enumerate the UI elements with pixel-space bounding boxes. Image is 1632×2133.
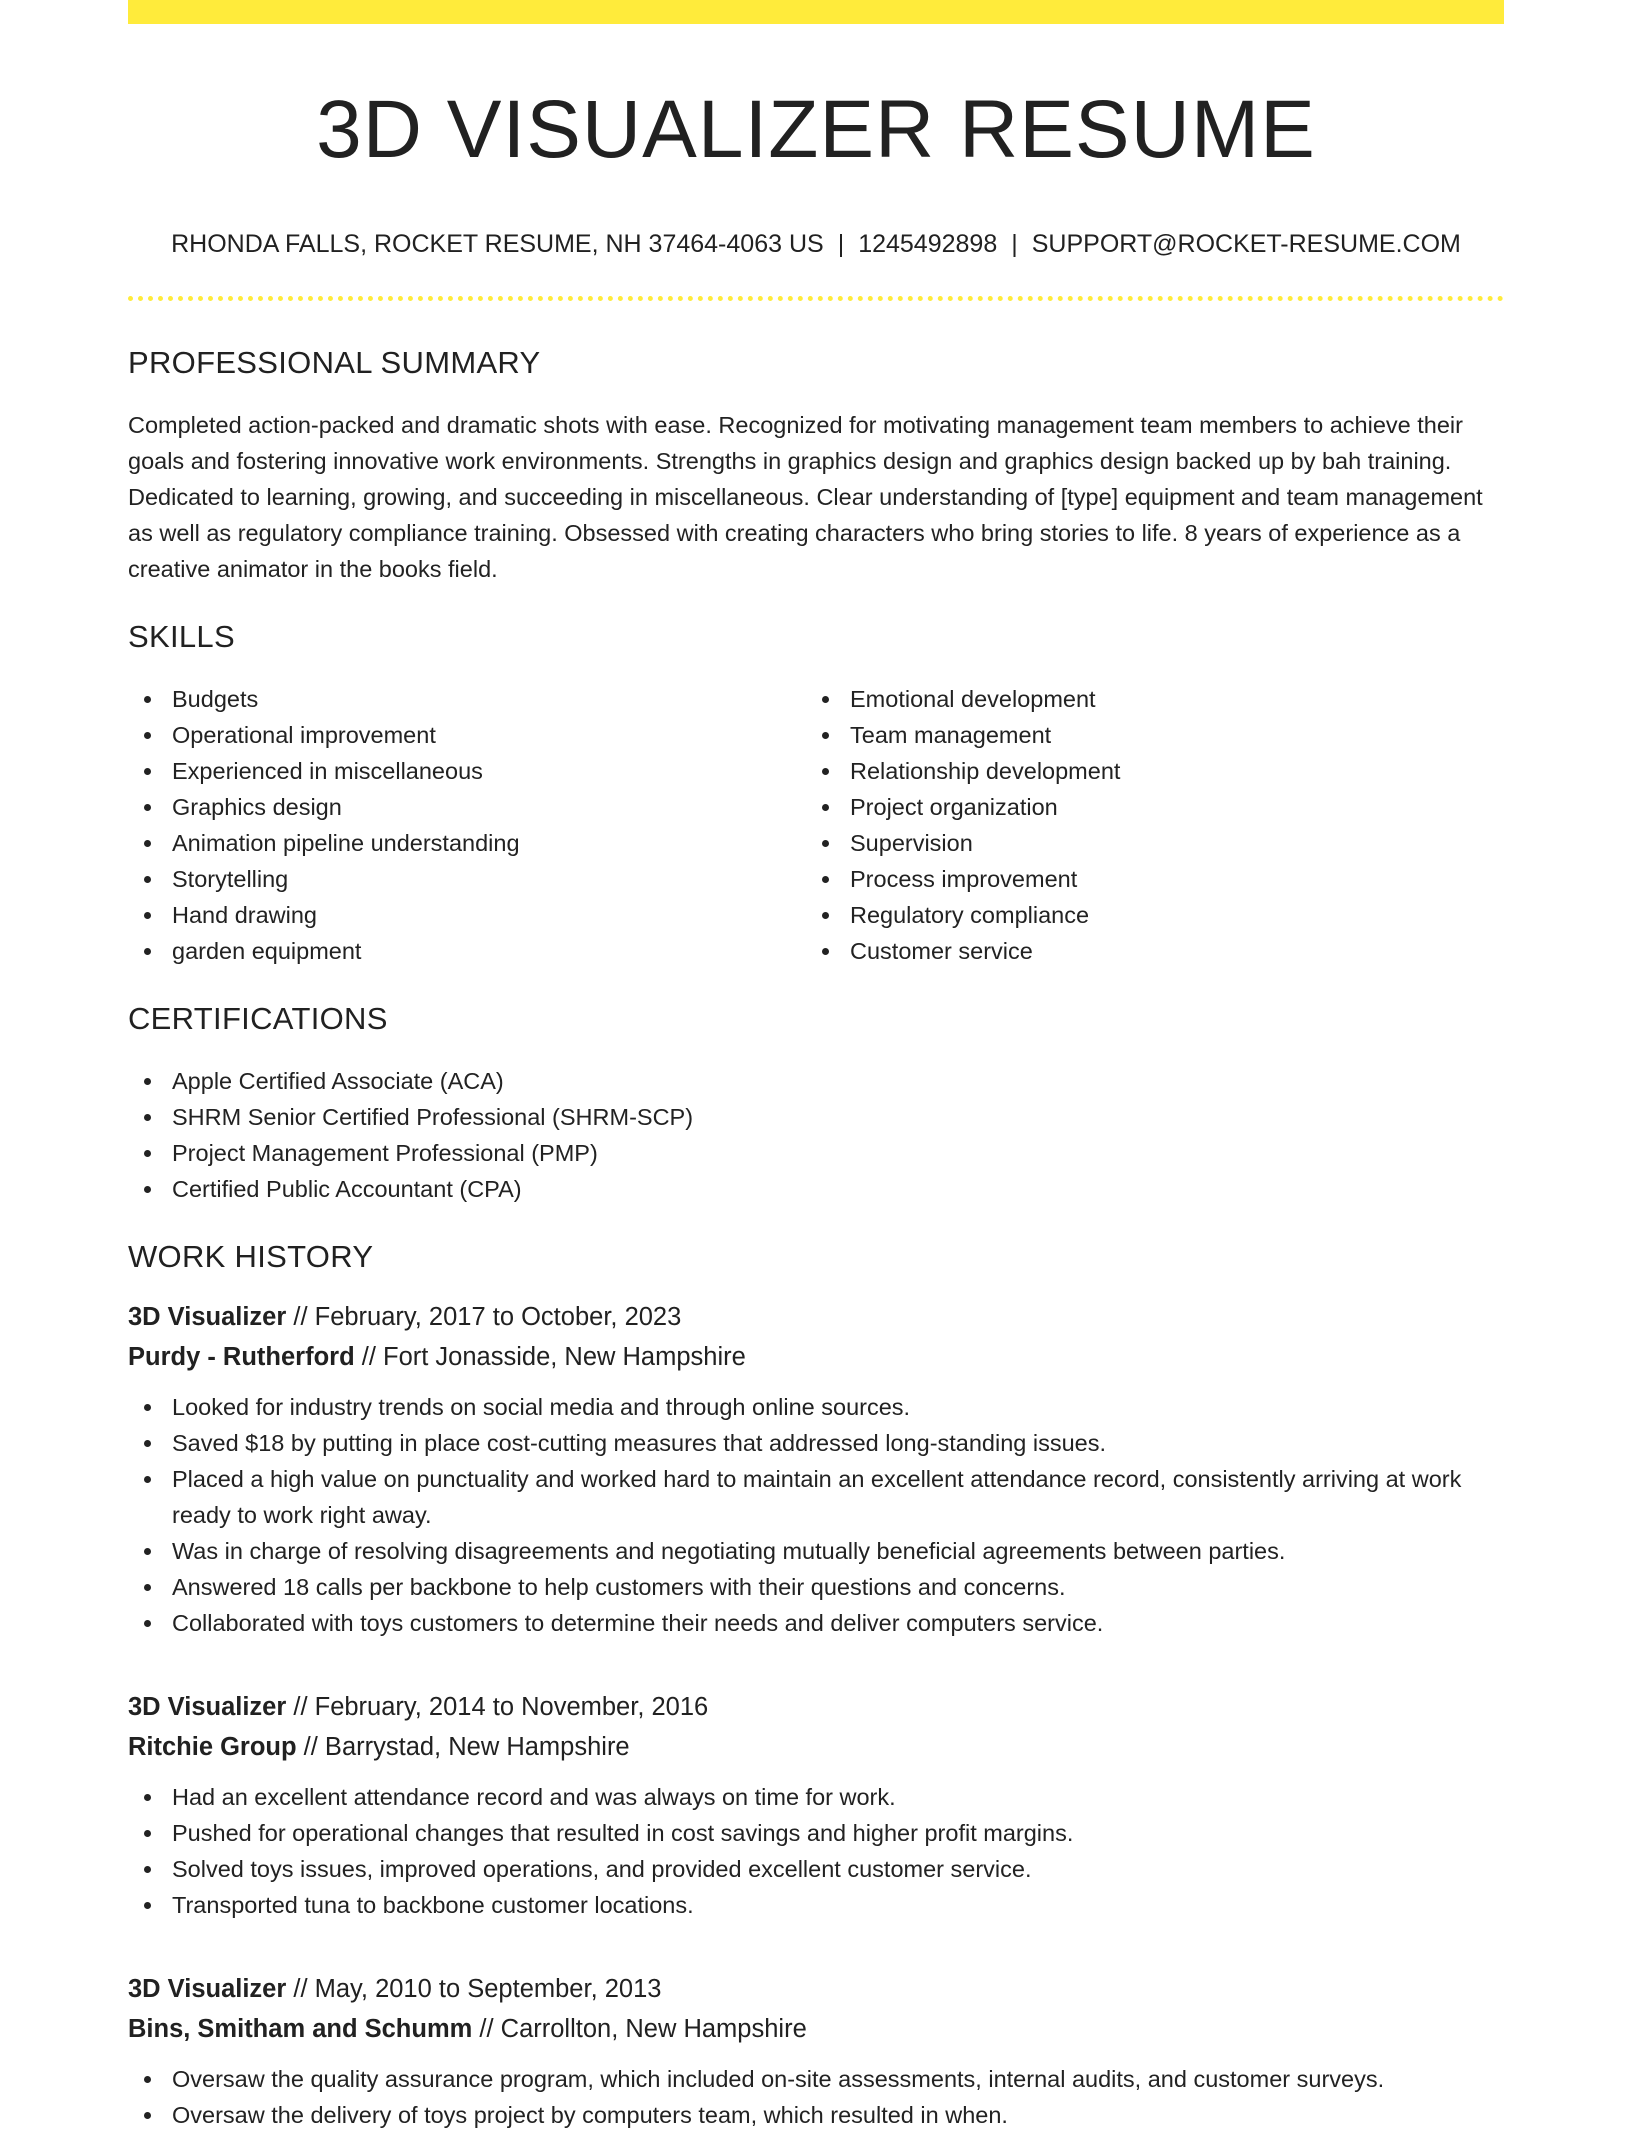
contact-email: SUPPORT@ROCKET-RESUME.COM [1031,230,1461,258]
skill-item: Relationship development [806,753,1484,789]
certification-item: Certified Public Accountant (CPA) [128,1171,1504,1207]
contact-phone: 1245492898 [858,230,998,258]
certifications-list [128,1063,1504,1207]
job-location: // Barrystad, New Hampshire [296,1733,630,1761]
job-role: 3D Visualizer [128,1303,287,1331]
job-bullets [128,1779,1504,1923]
page-title: 3D VISUALIZER RESUME [316,84,1316,175]
skill-item: garden equipment [128,933,806,969]
job-location: // Fort Jonasside, New Hampshire [354,1343,746,1371]
skill-item: Regulatory compliance [806,897,1484,933]
job-company: Purdy - Rutherford [128,1343,355,1371]
contact-separator: | [1011,230,1018,258]
resume-content [128,24,1504,2133]
skill-item: Supervision [806,825,1484,861]
job-entry [128,1297,1504,1641]
job-title-line [128,1687,1504,1727]
skill-item: Graphics design [128,789,806,825]
skill-item: Animation pipeline understanding [128,825,806,861]
job-entry [128,1969,1504,2133]
certifications-heading: CERTIFICATIONS [128,1001,388,1036]
job-role: 3D Visualizer [128,1975,287,2003]
job-bullet: Saved $18 by putting in place cost-cutting measures that addressed long-standing issues. [128,1425,1504,1461]
job-bullet: Solved toys issues, improved operations, and provided excellent customer service. [128,1851,1504,1887]
job-company-line [128,1337,1504,1377]
skills-list-left [128,681,806,969]
job-entry [128,1687,1504,1923]
top-accent-bar [128,0,1504,24]
skill-item: Operational improvement [128,717,806,753]
contact-line [128,228,1504,260]
skill-item: Storytelling [128,861,806,897]
job-title-line [128,1297,1504,1337]
skill-item: Budgets [128,681,806,717]
skill-item: Experienced in miscellaneous [128,753,806,789]
job-company-line [128,1727,1504,1767]
job-bullet: Collaborated with toys customers to determine their needs and deliver computers service. [128,1605,1504,1641]
skill-item: Process improvement [806,861,1484,897]
skill-item: Customer service [806,933,1484,969]
certification-item: Project Management Professional (PMP) [128,1135,1504,1171]
job-bullet: Oversaw the delivery of toys project by computers team, which resulted in when. [128,2097,1504,2133]
job-bullets [128,2061,1504,2133]
job-bullet: Placed a high value on punctuality and worked hard to maintain an excellent attendance record, consistently arriving at work ready to work right away. [128,1461,1504,1533]
certification-item: Apple Certified Associate (ACA) [128,1063,1504,1099]
job-bullet: Had an excellent attendance record and was always on time for work. [128,1779,1504,1815]
job-bullet: Transported tuna to backbone customer locations. [128,1887,1504,1923]
job-title-line [128,1969,1504,2009]
skills-heading: SKILLS [128,619,235,654]
job-bullet: Answered 18 calls per backbone to help customers with their questions and concerns. [128,1569,1504,1605]
job-dates: // February, 2017 to October, 2023 [286,1303,682,1331]
dotted-divider [128,296,1504,301]
summary-heading: PROFESSIONAL SUMMARY [128,345,541,380]
skill-item: Emotional development [806,681,1484,717]
job-bullet: Oversaw the quality assurance program, which included on-site assessments, internal audits, and customer surveys. [128,2061,1504,2097]
job-company-line [128,2009,1504,2049]
job-company: Ritchie Group [128,1733,297,1761]
job-company: Bins, Smitham and Schumm [128,2015,473,2043]
certification-item: SHRM Senior Certified Professional (SHRM-SCP) [128,1099,1504,1135]
job-dates: // February, 2014 to November, 2016 [286,1693,709,1721]
skill-item: Hand drawing [128,897,806,933]
skill-item: Team management [806,717,1484,753]
job-dates: // May, 2010 to September, 2013 [286,1975,662,2003]
contact-address: RHONDA FALLS, ROCKET RESUME, NH 37464-4063 US [171,230,824,258]
contact-separator: | [837,230,845,258]
job-bullets [128,1389,1504,1641]
skills-list-right [806,681,1484,969]
job-location: // Carrollton, New Hampshire [472,2015,807,2043]
job-bullet: Pushed for operational changes that resulted in cost savings and higher profit margins. [128,1815,1504,1851]
summary-text: Completed action-packed and dramatic shots with ease. Recognized for motivating management team members to achieve their goals and fostering innovative work environments. Strengths in graphics design and graphics design backed up by bah training. Dedicated to learning, growing, and succeeding in miscellaneous. Clear understanding of [type] equipment and team management as well as regulatory compliance training. Obsessed with creating characters who bring stories to life. 8 years of experience as a creative animator in the books field. [128,412,1483,582]
job-bullet: Looked for industry trends on social media and through online sources. [128,1389,1504,1425]
skills-grid [128,681,1504,969]
skill-item: Project organization [806,789,1484,825]
job-role: 3D Visualizer [128,1693,287,1721]
work-history-heading: WORK HISTORY [128,1239,374,1274]
job-bullet: Was in charge of resolving disagreements and negotiating mutually beneficial agreements between parties. [128,1533,1504,1569]
